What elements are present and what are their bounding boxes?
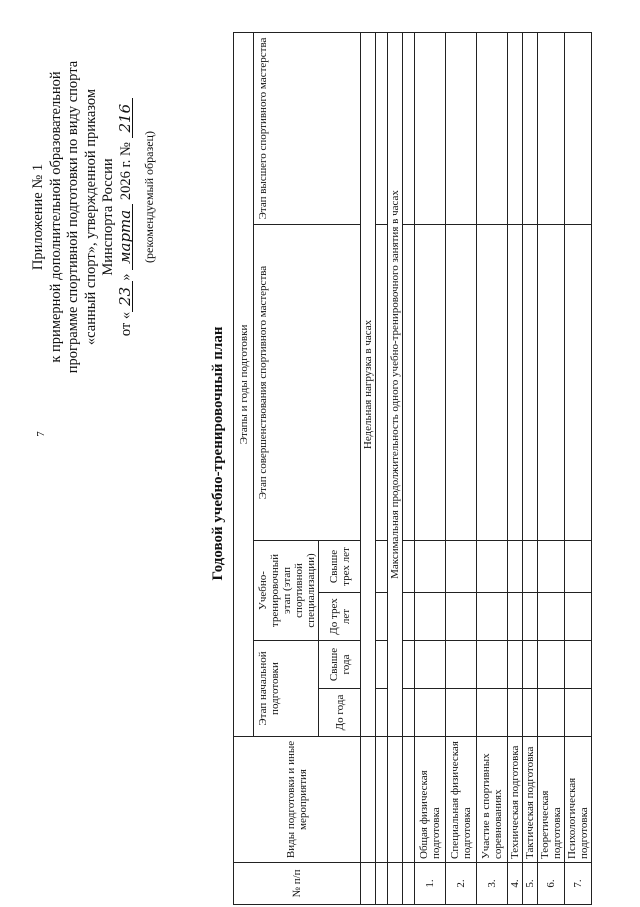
row-name: Тактическая подготовка (523, 737, 538, 863)
plan-title: Годовой учебно-тренировочный план (210, 326, 226, 581)
header-stage-perfection: Этап совершенствования спортивного мастерства (254, 225, 361, 541)
page-number: 7 (34, 431, 47, 437)
header-training-sub-1: До трех лет (319, 593, 361, 641)
header-types: Виды подготовки и иные мероприятия (234, 737, 361, 863)
date-day-handwritten: 23 (118, 281, 133, 312)
row-name: Техническая подготовка (508, 737, 523, 863)
header-training-sub-2: Свыше трех лет (319, 541, 361, 593)
row-name: Психологическая подготовка (565, 737, 592, 863)
training-plan-table (233, 32, 592, 905)
row-num: 2. (446, 863, 477, 905)
appendix-line: к примерной дополнительной образовательной (47, 71, 64, 363)
appendix-line: Минспорта России (100, 158, 116, 276)
header-stage-training: Учебно-тренировочный этап (этап спортивной специализации) (254, 541, 319, 641)
row-num: 6. (538, 863, 565, 905)
appendix-line: Приложение № 1 (30, 163, 46, 271)
row-name: Общая физическая подготовка (415, 737, 446, 863)
appendix-line: программе спортивной подготовки по виду спорта (65, 60, 81, 374)
header-initial-sub-2: Свыше года (319, 641, 361, 689)
row-num: 1. (415, 863, 446, 905)
date-mid: » (117, 273, 134, 281)
row-name: Теоретическая подготовка (538, 737, 565, 863)
row-name: Участие в спортивных соревнованиях (477, 737, 508, 863)
date-year: 2026 г. № (117, 142, 134, 201)
appendix-line: «санный спорт», утвержденной приказом (82, 88, 99, 346)
order-date-line (115, 7, 136, 427)
appendix-block (30, 7, 135, 427)
header-stages: Этапы и годы подготовки (234, 32, 254, 736)
row-num: 5. (523, 863, 538, 905)
row-num: 7. (565, 863, 592, 905)
row-num: 3. (477, 863, 508, 905)
date-month-handwritten: марта (118, 204, 133, 270)
max-duration-label: Максимальная продолжительность одного учебно-тренировочного занятия в часах (388, 32, 403, 736)
order-number-handwritten: 216 (118, 98, 133, 139)
row-name: Специальная физическая подготовка (446, 737, 477, 863)
header-num: № п/п (234, 863, 361, 905)
date-prefix: от « (117, 311, 134, 337)
header-initial-sub-1: До года (319, 689, 361, 737)
header-stage-higher: Этап высшего спортивного мастерства (254, 32, 361, 224)
sample-note: (рекомендуемый образец) (142, 131, 156, 263)
header-stage-initial: Этап начальной подготовки (254, 641, 319, 737)
row-num: 4. (508, 863, 523, 905)
weekly-load-label: Недельная нагрузка в часах (361, 32, 376, 736)
